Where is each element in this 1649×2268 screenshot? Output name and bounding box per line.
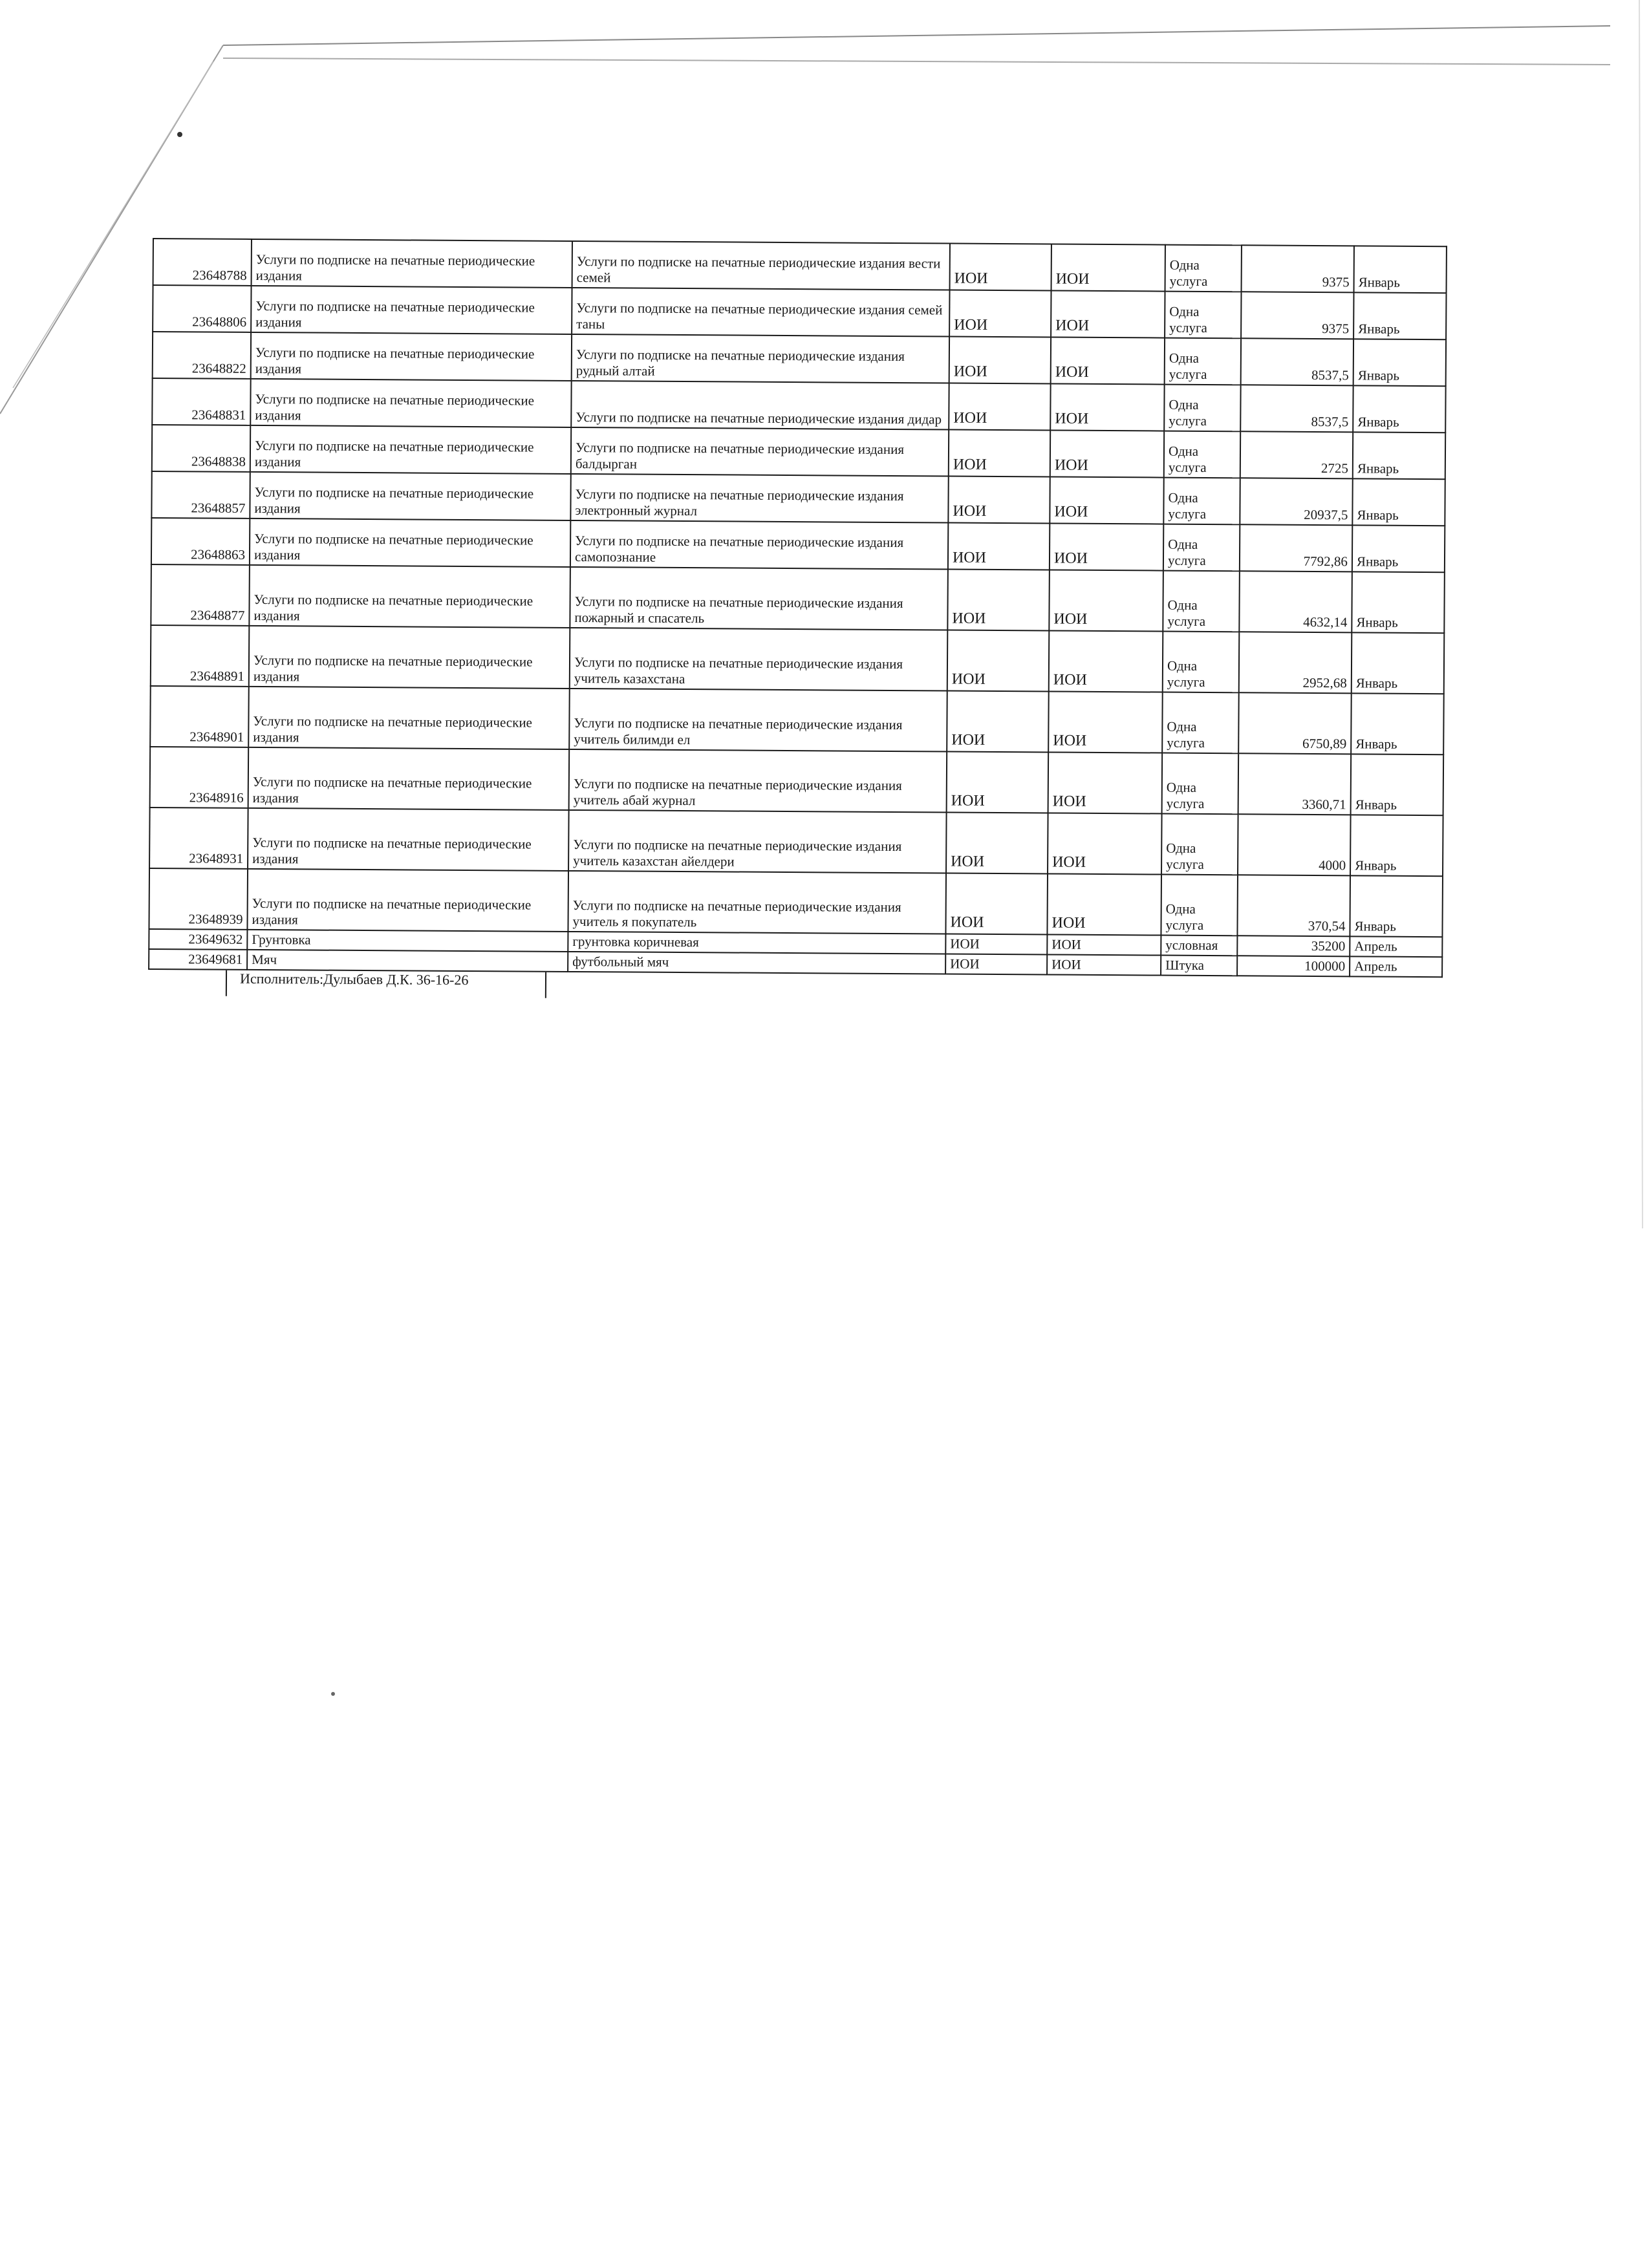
row-code-2: ИОИ bbox=[1051, 290, 1165, 337]
row-month: Январь bbox=[1350, 875, 1443, 937]
table-row bbox=[152, 378, 1445, 433]
row-id: 23648831 bbox=[152, 378, 250, 425]
row-name: Мяч bbox=[247, 950, 568, 972]
row-description: Услуги по подписке на печатные периодические издания учитель абай журнал bbox=[569, 749, 947, 813]
row-code-2: ИОИ bbox=[1050, 430, 1164, 477]
row-unit: Одна услуга bbox=[1165, 245, 1242, 292]
table-row bbox=[149, 808, 1443, 876]
row-code-1: ИОИ bbox=[949, 383, 1050, 431]
row-unit: условная bbox=[1161, 936, 1237, 956]
row-id: 23648788 bbox=[153, 239, 252, 286]
row-unit: Одна услуга bbox=[1163, 571, 1240, 632]
row-code-1: ИОИ bbox=[947, 570, 1050, 631]
row-code-2: ИОИ bbox=[1048, 752, 1163, 813]
dust-speck bbox=[331, 1692, 335, 1696]
row-code-1: ИОИ bbox=[945, 873, 1048, 935]
procurement-sheet bbox=[148, 238, 1446, 1004]
row-code-2: ИОИ bbox=[1051, 337, 1165, 384]
row-code-2: ИОИ bbox=[1049, 570, 1163, 631]
row-price: 9375 bbox=[1241, 292, 1353, 339]
row-code-2: ИОИ bbox=[1049, 630, 1163, 692]
table-row bbox=[153, 332, 1446, 386]
row-description: Услуги по подписке на печатные периодические издания электронный журнал bbox=[570, 474, 948, 523]
table-row bbox=[150, 686, 1444, 754]
row-code-1: ИОИ bbox=[945, 954, 1047, 975]
row-month: Апрель bbox=[1350, 936, 1442, 957]
row-month: Январь bbox=[1352, 632, 1445, 694]
row-id: 23649632 bbox=[149, 929, 247, 950]
row-code-1: ИОИ bbox=[948, 523, 1050, 570]
row-description: Услуги по подписке на печатные периодические издания рудный алтай bbox=[572, 334, 949, 383]
row-price: 370,54 bbox=[1237, 875, 1350, 936]
row-id: 23648822 bbox=[153, 332, 251, 379]
table-row bbox=[153, 285, 1446, 339]
row-code-1: ИОИ bbox=[949, 337, 1051, 384]
page-top-edge-inner bbox=[223, 58, 1610, 65]
row-price: 7792,86 bbox=[1240, 524, 1352, 572]
row-description: Услуги по подписке на печатные периодические издания самопознание bbox=[570, 520, 948, 570]
row-description: Услуги по подписке на печатные периодические издания дидар bbox=[571, 381, 949, 430]
row-name: Услуги по подписке на печатные периодические издания bbox=[248, 808, 569, 871]
row-code-2: ИОИ bbox=[1050, 523, 1163, 570]
row-description: Услуги по подписке на печатные периодические издания пожарный и спасатель bbox=[570, 567, 948, 630]
row-id: 23649681 bbox=[149, 949, 247, 970]
row-description: Услуги по подписке на печатные периодические издания учитель билимди ел bbox=[569, 689, 947, 752]
row-unit: Одна услуга bbox=[1162, 753, 1239, 815]
row-unit: Одна услуга bbox=[1164, 431, 1240, 478]
row-code-1: ИОИ bbox=[949, 430, 1050, 477]
row-id: 23648891 bbox=[151, 625, 250, 687]
row-name: Услуги по подписке на печатные периодические издания bbox=[250, 379, 571, 427]
row-code-1: ИОИ bbox=[949, 290, 1051, 337]
row-code-1: ИОИ bbox=[945, 934, 1047, 955]
row-code-2: ИОИ bbox=[1051, 244, 1165, 291]
row-unit: Одна услуга bbox=[1161, 875, 1238, 936]
row-id: 23648931 bbox=[149, 808, 248, 869]
row-code-2: ИОИ bbox=[1048, 813, 1162, 874]
page-top-edge bbox=[223, 26, 1610, 45]
row-code-2: ИОИ bbox=[1047, 934, 1161, 955]
row-month: Январь bbox=[1353, 339, 1446, 386]
row-unit: Одна услуга bbox=[1163, 524, 1240, 572]
row-description: Услуги по подписке на печатные периодические издания семей таны bbox=[572, 288, 949, 337]
row-description: футбольный мяч bbox=[568, 952, 945, 974]
row-month: Январь bbox=[1353, 292, 1446, 339]
row-month: Январь bbox=[1353, 432, 1445, 479]
row-name: Услуги по подписке на печатные периодические издания bbox=[249, 565, 570, 628]
row-price: 20937,5 bbox=[1240, 478, 1352, 525]
table-row bbox=[152, 425, 1445, 479]
dust-speck bbox=[177, 132, 182, 137]
row-price: 9375 bbox=[1242, 245, 1354, 292]
row-month: Январь bbox=[1352, 478, 1445, 526]
row-id: 23648901 bbox=[150, 686, 249, 747]
row-price: 2952,68 bbox=[1239, 632, 1352, 693]
row-name: Услуги по подписке на печатные периодические издания bbox=[250, 519, 570, 567]
row-price: 35200 bbox=[1237, 936, 1350, 956]
row-month: Апрель bbox=[1350, 957, 1442, 978]
row-month: Январь bbox=[1350, 815, 1443, 876]
row-price: 8537,5 bbox=[1241, 338, 1353, 385]
row-id: 23648863 bbox=[151, 518, 250, 565]
table-row bbox=[150, 747, 1444, 815]
row-unit: Одна услуга bbox=[1165, 292, 1241, 339]
row-name: Услуги по подписке на печатные периодические издания bbox=[250, 472, 570, 520]
row-unit: Одна услуга bbox=[1161, 814, 1238, 875]
row-price: 8537,5 bbox=[1240, 385, 1353, 432]
row-id: 23648857 bbox=[151, 471, 250, 519]
row-price: 3360,71 bbox=[1238, 753, 1352, 815]
row-month: Январь bbox=[1353, 385, 1445, 433]
row-code-2: ИОИ bbox=[1050, 476, 1163, 524]
row-code-1: ИОИ bbox=[947, 691, 1049, 753]
row-unit: Одна услуга bbox=[1162, 692, 1239, 754]
row-month: Январь bbox=[1351, 693, 1444, 754]
executor-line: Исполнитель:Дулыбаев Д.К. 36-16-26 bbox=[226, 970, 546, 998]
row-unit: Одна услуга bbox=[1163, 632, 1240, 693]
table-row bbox=[151, 471, 1445, 526]
row-code-1: ИОИ bbox=[948, 476, 1050, 524]
row-description: Услуги по подписке на печатные периодические издания учитель казахстана bbox=[570, 628, 948, 691]
row-description: Услуги по подписке на печатные периодические издания балдырган bbox=[571, 427, 949, 476]
row-code-2: ИОИ bbox=[1047, 873, 1161, 935]
row-month: Январь bbox=[1354, 246, 1447, 293]
row-name: Услуги по подписке на печатные периодические издания bbox=[252, 239, 572, 288]
row-name: Услуги по подписке на печатные периодические издания bbox=[251, 332, 572, 381]
row-id: 23648806 bbox=[153, 285, 251, 332]
row-description: Услуги по подписке на печатные периодические издания учитель казахстан айелдери bbox=[568, 810, 947, 873]
row-description: Услуги по подписке на печатные периодические издания вести семей bbox=[572, 241, 950, 290]
row-id: 23648939 bbox=[149, 868, 248, 930]
row-month: Январь bbox=[1352, 525, 1445, 572]
row-unit: Одна услуга bbox=[1165, 338, 1241, 385]
table-row bbox=[153, 239, 1447, 293]
row-unit: Штука bbox=[1161, 956, 1237, 976]
row-id: 23648916 bbox=[150, 747, 249, 808]
row-name: Услуги по подписке на печатные периодические издания bbox=[250, 425, 571, 474]
row-code-2: ИОИ bbox=[1047, 955, 1161, 976]
row-id: 23648877 bbox=[151, 564, 250, 626]
row-description: Услуги по подписке на печатные периодические издания учитель я покупатель bbox=[568, 871, 946, 934]
row-name: Грунтовка bbox=[247, 930, 568, 952]
table-row bbox=[149, 868, 1443, 937]
row-name: Услуги по подписке на печатные периодические издания bbox=[251, 286, 572, 334]
row-price: 4000 bbox=[1238, 814, 1351, 875]
row-id: 23648838 bbox=[152, 425, 250, 472]
row-code-2: ИОИ bbox=[1050, 383, 1164, 431]
row-code-1: ИОИ bbox=[946, 813, 1048, 874]
row-unit: Одна услуга bbox=[1164, 385, 1240, 432]
row-month: Январь bbox=[1351, 754, 1444, 815]
row-price: 2725 bbox=[1240, 431, 1353, 478]
page-right-edge bbox=[1639, 0, 1643, 1228]
row-code-1: ИОИ bbox=[947, 630, 1050, 692]
row-name: Услуги по подписке на печатные периодические издания bbox=[248, 747, 570, 810]
row-unit: Одна услуга bbox=[1163, 478, 1240, 525]
table-row bbox=[151, 518, 1445, 572]
row-name: Услуги по подписке на печатные периодические издания bbox=[248, 687, 570, 749]
row-code-1: ИОИ bbox=[950, 244, 1051, 291]
table-row bbox=[151, 564, 1445, 633]
row-code-1: ИОИ bbox=[947, 752, 1049, 813]
row-name: Услуги по подписке на печатные периодические издания bbox=[247, 869, 568, 932]
row-code-2: ИОИ bbox=[1048, 691, 1163, 753]
table-row bbox=[151, 625, 1445, 694]
row-description: грунтовка коричневая bbox=[568, 932, 945, 954]
row-month: Январь bbox=[1352, 572, 1445, 633]
row-price: 100000 bbox=[1237, 956, 1350, 976]
row-name: Услуги по подписке на печатные периодические издания bbox=[249, 626, 570, 689]
procurement-table bbox=[148, 238, 1447, 978]
row-price: 6750,89 bbox=[1238, 692, 1352, 754]
table-body bbox=[149, 239, 1447, 978]
row-price: 4632,14 bbox=[1239, 571, 1352, 632]
